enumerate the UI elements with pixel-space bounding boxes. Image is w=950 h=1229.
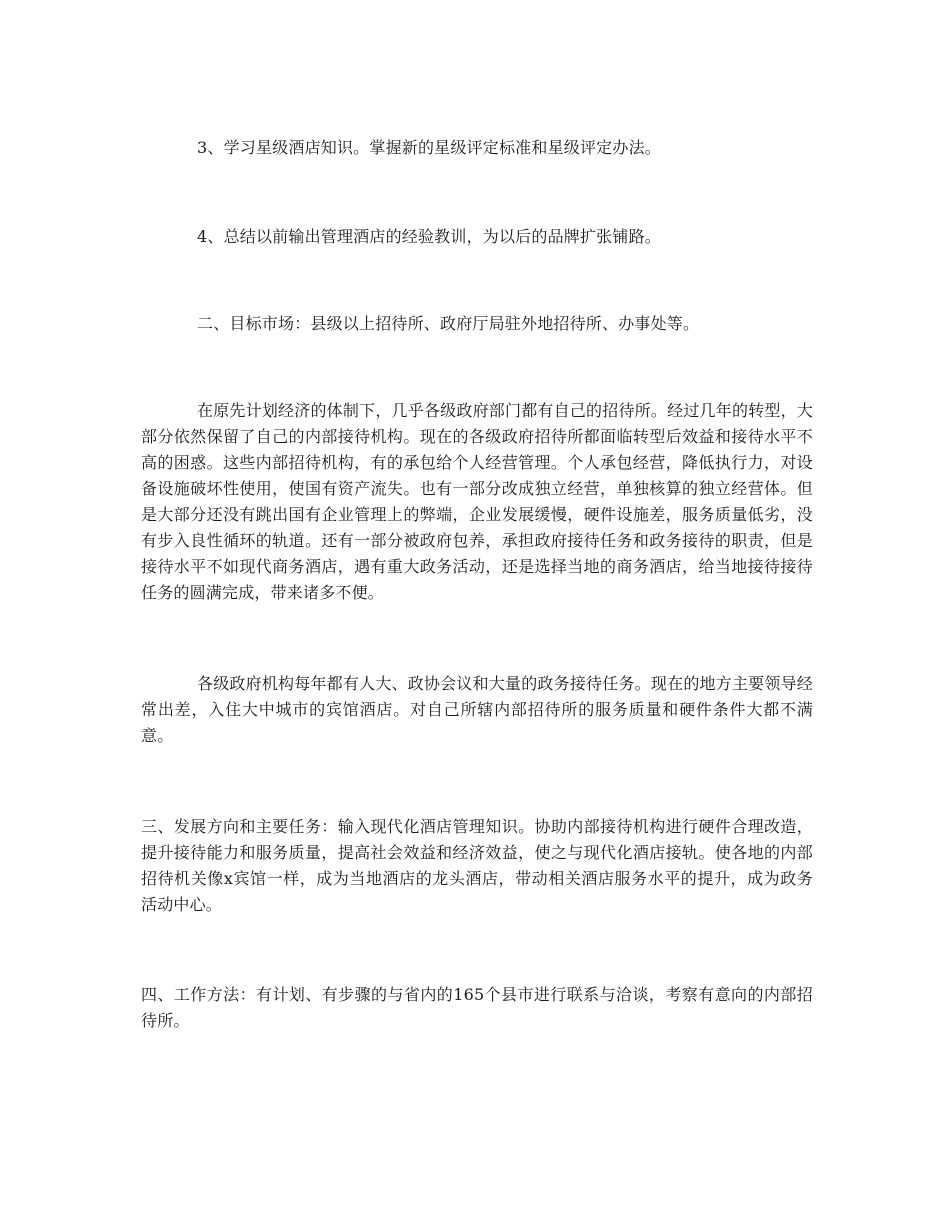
paragraph-target-market: 二、目标市场：县级以上招待所、政府厅局驻外地招待所、办事处等。 [197,314,700,333]
paragraph-government-needs: 各级政府机构每年都有人大、政协会议和大量的政务接待任务。现在的地方主要领导经常出差，入住大中城市的宾馆酒店。对自己所辖内部招待所的服务质量和硬件条件大都不满意。 [141,674,813,745]
paragraph-work-method: 四、工作方法：有计划、有步骤的与省内的165个县市进行联系与洽谈，考察有意向的内部招待所。 [141,985,813,1030]
paragraph-development-direction: 三、发展方向和主要任务：输入现代化酒店管理知识。协助内部接待机构进行硬件合理改造，提升接待能力和服务质量，提高社会效益和经济效益，使之与现代化酒店接轨。使各地的内部招待机关像x宾馆一样，成为当地酒店的龙头酒店，带动相关酒店服务水平的提升，成为政务活动中心。 [141,817,813,914]
paragraph-background: 在原先计划经济的体制下，几乎各级政府部门都有自己的招待所。经过几年的转型，大部分依然保留了自己的内部接待机构。现在的各级政府招待所都面临转型后效益和接待水平不高的困惑。这些内部招待机构，有的承包给个人经营管理。个人承包经营，降低执行力，对设备设施破坏性使用，使国有资产流失。也有一部分改成独立经营，单独核算的独立经营体。但是大部分还没有跳出国有企业管理上的弊端，企业发展缓慢，硬件设施差，服务质量低劣，没有步入良性循环的轨道。还有一部分被政府包养，承担政府接待任务和政务接待的职责，但是接待水平不如现代商务酒店，遇有重大政务活动，还是选择当地的商务酒店，给当地接待接待任务的圆满完成，带来诸多不便。 [141,401,813,602]
paragraph-star-hotel-knowledge: 3、学习星级酒店知识。掌握新的星级评定标准和星级评定办法。 [197,138,661,157]
paragraph-experience-summary: 4、总结以前输出管理酒店的经验教训，为以后的品牌扩张铺路。 [197,227,661,246]
